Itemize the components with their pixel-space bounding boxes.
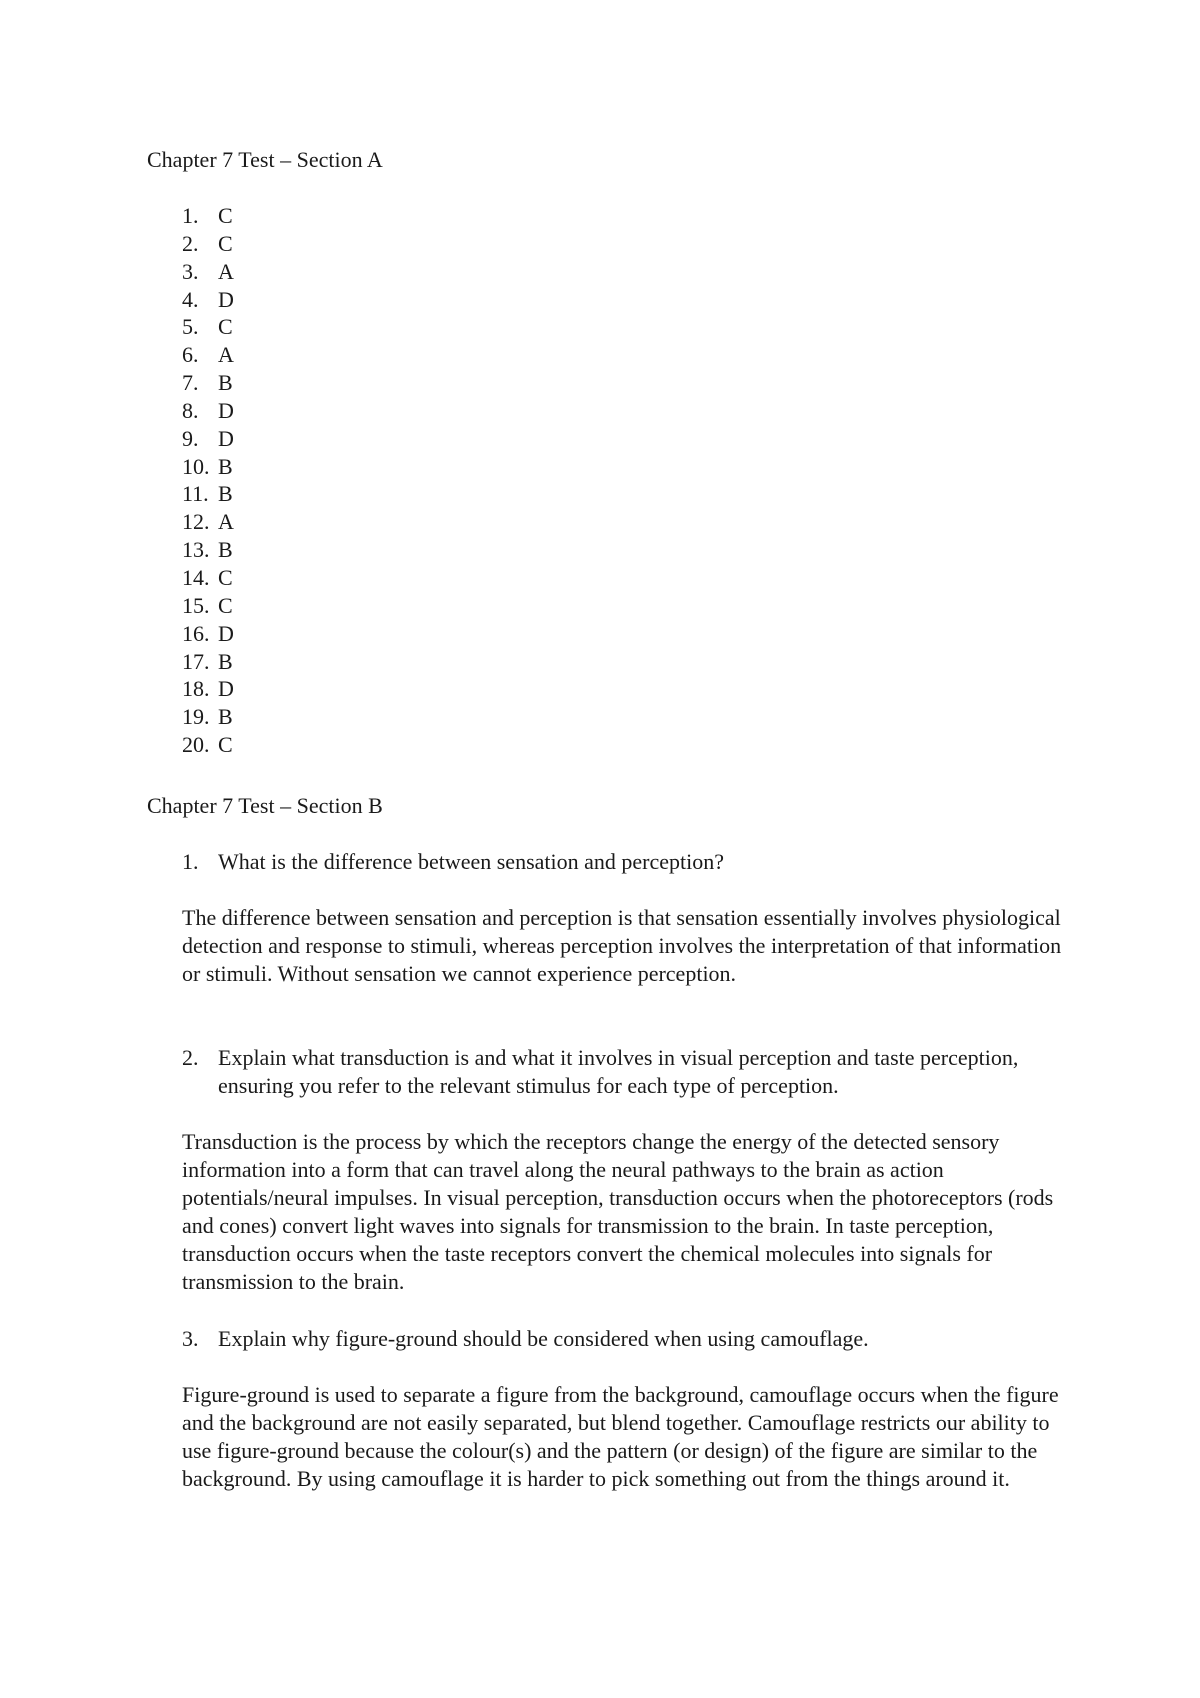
answer-paragraph-1: The difference between sensation and perception is that sensation essentially involves physiological detection and response to stimuli, whereas perception involves the interpretation of that information or stimuli. Without sensation we cannot experience perception. (182, 905, 1062, 986)
answer-item (182, 508, 234, 536)
answer-item (182, 731, 234, 759)
answer-number: 16. (182, 620, 210, 646)
answer-letter: B (218, 648, 233, 674)
answer-item (182, 453, 234, 481)
answer-number: 9. (182, 425, 199, 451)
answer-item (182, 258, 234, 286)
question-text: What is the difference between sensation and perception? (218, 849, 724, 874)
answer-number: 2. (182, 230, 199, 256)
answer-letter: A (218, 509, 234, 535)
answer-item (182, 480, 234, 508)
answer-letter: C (218, 203, 233, 228)
answer-number: 15. (182, 592, 210, 618)
answer-number: 8. (182, 397, 199, 423)
answer-item (182, 369, 234, 397)
question-text: Explain what transduction is and what it involves in visual perception and taste perception, ensuring you refer to the relevant stimulus for each type of perception. (218, 1045, 1019, 1098)
question-2 (182, 1044, 1028, 1100)
question-text: Explain why figure-ground should be considered when using camouflage. (218, 1326, 869, 1351)
question-number: 1. (182, 849, 199, 874)
answer-letter: C (218, 564, 233, 590)
answer-number: 20. (182, 732, 210, 758)
answer-number: 12. (182, 509, 210, 535)
answer-number: 10. (182, 453, 210, 479)
answer-item (182, 564, 234, 592)
answer-letter: A (218, 258, 234, 284)
answer-letter: B (218, 370, 233, 396)
answer-number: 18. (182, 676, 210, 702)
answer-letter: B (218, 453, 233, 479)
answer-item (182, 313, 234, 341)
answer-letter: B (218, 704, 233, 730)
answer-letter: D (218, 397, 234, 423)
answer-item (182, 675, 234, 703)
answer-letter: A (218, 342, 234, 368)
answer-letter: B (218, 537, 233, 563)
answer-number: 17. (182, 648, 210, 674)
answer-letter: D (218, 620, 234, 646)
answer-item (182, 341, 234, 369)
answer-letter: C (218, 314, 233, 340)
question-1 (182, 848, 1028, 876)
answer-number: 1. (182, 203, 199, 228)
question-number: 2. (182, 1045, 199, 1070)
answer-item (182, 592, 234, 620)
answer-item (182, 620, 234, 648)
answer-item (182, 648, 234, 676)
answer-letter: D (218, 425, 234, 451)
answer-letter: D (218, 286, 234, 312)
answer-number: 11. (182, 481, 209, 507)
answer-number: 13. (182, 537, 210, 563)
answer-item (182, 425, 234, 453)
answer-item (182, 536, 234, 564)
question-number: 3. (182, 1326, 199, 1351)
answer-item (182, 286, 234, 314)
section-a-answer-list (182, 202, 234, 759)
answer-number: 19. (182, 704, 210, 730)
answer-number: 14. (182, 564, 210, 590)
answer-number: 6. (182, 342, 199, 368)
answer-paragraph-2: Transduction is the process by which the receptors change the energy of the detected sensory information into a form that can travel along the neural pathways to the brain as action potentials/neural impulses. In visual perception, transduction occurs when the photoreceptors (rods and cones) convert light waves into signals for transmission to the brain. In taste perception, transduction occurs when the taste receptors convert the chemical molecules into signals for transmission to the brain. (182, 1129, 1054, 1294)
answer-number: 4. (182, 286, 199, 312)
answer-number: 7. (182, 370, 199, 396)
answer-number: 3. (182, 258, 199, 284)
answer-letter: D (218, 676, 234, 702)
answer-number: 5. (182, 314, 199, 340)
answer-letter: B (218, 481, 233, 507)
answer-letter: C (218, 732, 233, 758)
answer-item (182, 202, 234, 230)
answer-item (182, 397, 234, 425)
section-a-title: Chapter 7 Test – Section A (147, 147, 383, 172)
answer-paragraph-3: Figure-ground is used to separate a figure from the background, camouflage occurs when the figure and the background are not easily separated, but blend together. Camouflage restricts our ability to use figure-ground because the colour(s) and the pattern (or design) of the figure are similar to the background. By using camouflage it is harder to pick something out from the things around it. (182, 1382, 1059, 1491)
section-b-title: Chapter 7 Test – Section B (147, 793, 383, 818)
answer-letter: C (218, 230, 233, 256)
answer-item (182, 703, 234, 731)
answer-item (182, 230, 234, 258)
answer-letter: C (218, 592, 233, 618)
question-3 (182, 1325, 1028, 1353)
